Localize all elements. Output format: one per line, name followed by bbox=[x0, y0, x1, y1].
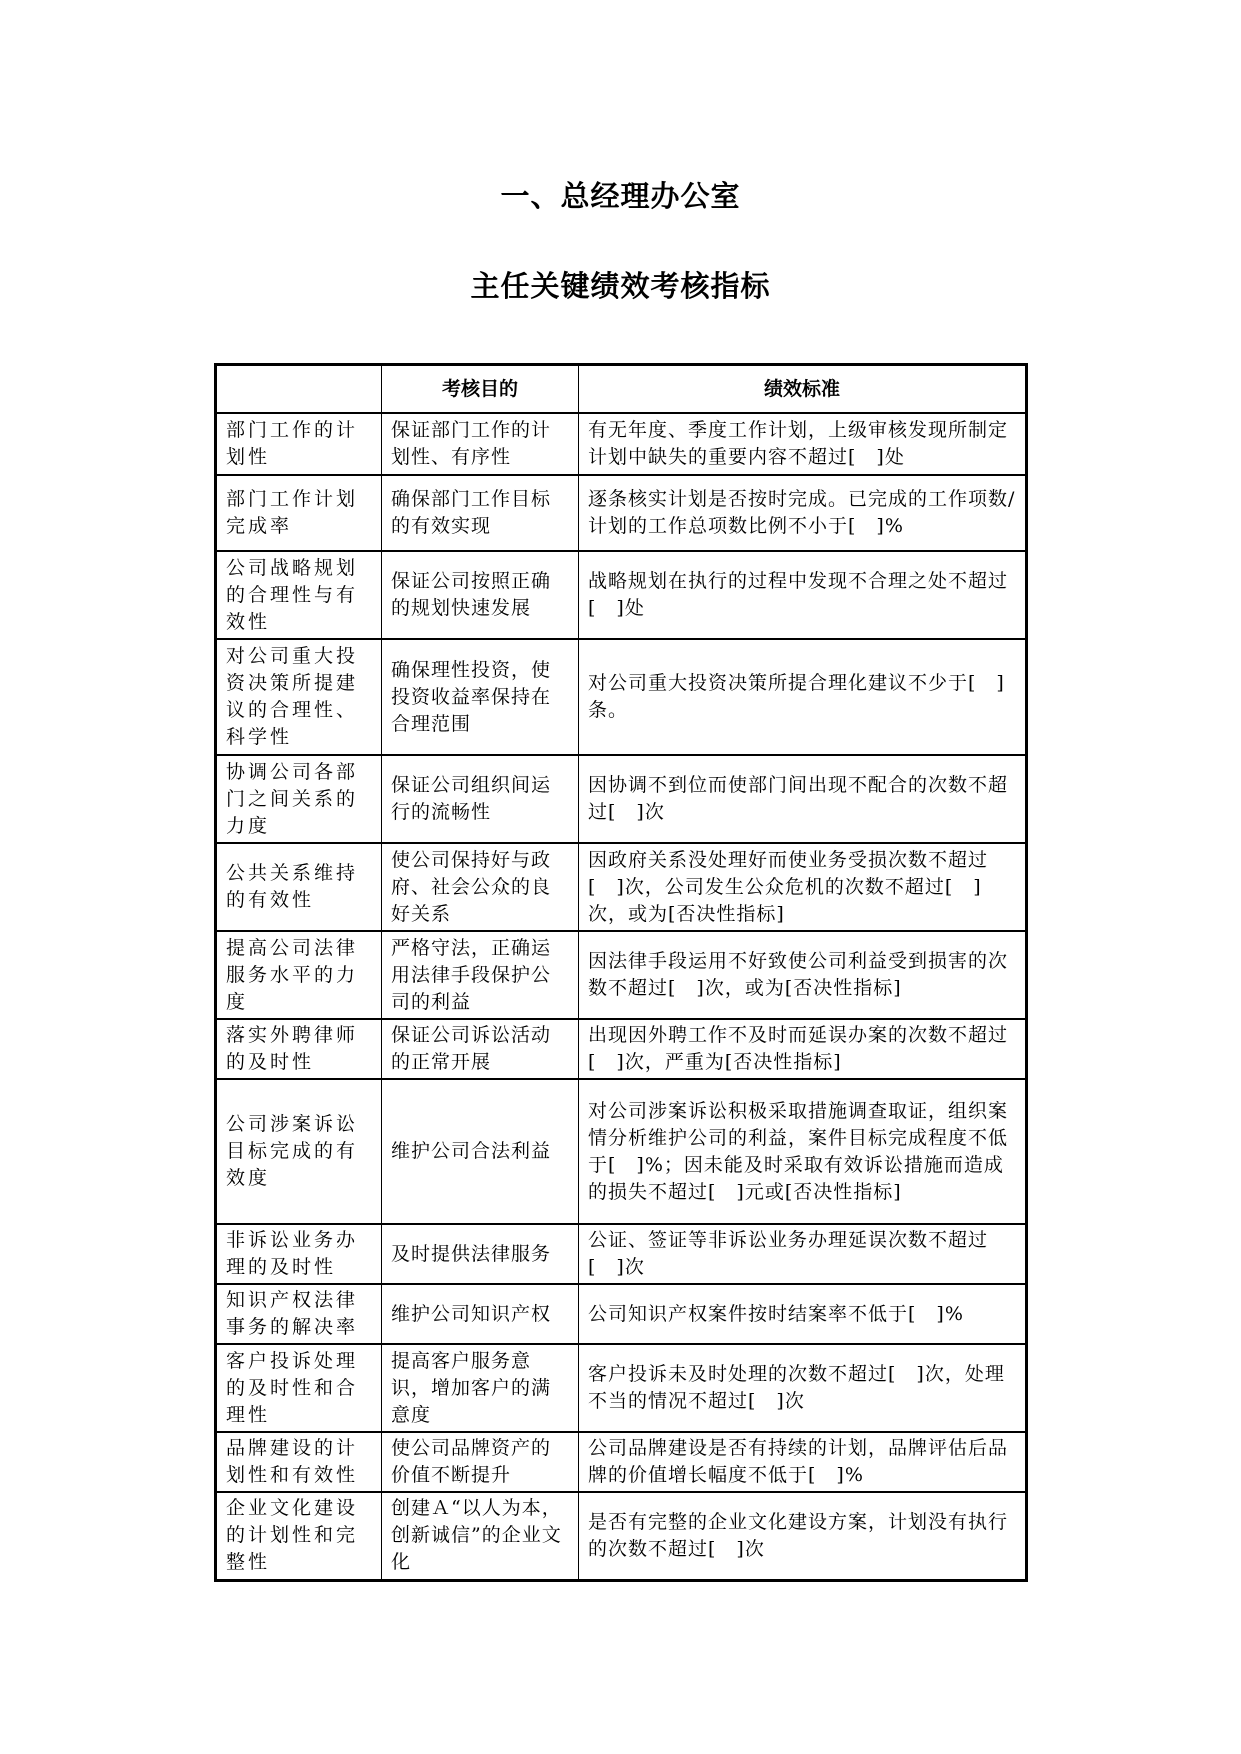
kpi-purpose: 使公司保持好与政府、社会公众的良好关系 bbox=[382, 843, 579, 931]
kpi-standard: 公司知识产权案件按时结案率不低于[ ]% bbox=[579, 1284, 1027, 1344]
kpi-purpose: 保证公司组织间运行的流畅性 bbox=[382, 755, 579, 843]
table-row bbox=[216, 1019, 1027, 1079]
kpi-purpose: 保证公司诉讼活动的正常开展 bbox=[382, 1019, 579, 1079]
kpi-standard: 公证、签证等非诉讼业务办理延误次数不超过[ ]次 bbox=[579, 1224, 1027, 1284]
table-row bbox=[216, 1079, 1027, 1224]
kpi-item: 部门工作计划完成率 bbox=[216, 475, 382, 551]
kpi-standard: 因法律手段运用不好致使公司利益受到损害的次数不超过[ ]次，或为[否决性指标] bbox=[579, 931, 1027, 1019]
kpi-purpose: 及时提供法律服务 bbox=[382, 1224, 579, 1284]
kpi-item: 品牌建设的计划性和有效性 bbox=[216, 1432, 382, 1492]
kpi-standard: 因政府关系没处理好而使业务受损次数不超过[ ]次，公司发生公众危机的次数不超过[ ]次，或为[否决性指标] bbox=[579, 843, 1027, 931]
kpi-purpose: 保证部门工作的计划性、有序性 bbox=[382, 413, 579, 475]
kpi-purpose: 保证公司按照正确的规划快速发展 bbox=[382, 551, 579, 639]
kpi-standard: 出现因外聘工作不及时而延误办案的次数不超过[ ]次，严重为[否决性指标] bbox=[579, 1019, 1027, 1079]
kpi-item: 落实外聘律师的及时性 bbox=[216, 1019, 382, 1079]
kpi-item: 企业文化建设的计划性和完整性 bbox=[216, 1492, 382, 1580]
kpi-standard: 对公司重大投资决策所提合理化建议不少于[ ]条。 bbox=[579, 639, 1027, 755]
kpi-standard: 客户投诉未及时处理的次数不超过[ ]次，处理不当的情况不超过[ ]次 bbox=[579, 1344, 1027, 1432]
kpi-item: 知识产权法律事务的解决率 bbox=[216, 1284, 382, 1344]
kpi-item: 对公司重大投资决策所提建议的合理性、科学性 bbox=[216, 639, 382, 755]
kpi-standard: 战略规划在执行的过程中发现不合理之处不超过[ ]处 bbox=[579, 551, 1027, 639]
table-row bbox=[216, 1344, 1027, 1432]
kpi-item: 提高公司法律服务水平的力度 bbox=[216, 931, 382, 1019]
column-header-purpose: 考核目的 bbox=[382, 365, 579, 414]
kpi-item: 非诉讼业务办理的及时性 bbox=[216, 1224, 382, 1284]
table-header-row bbox=[216, 365, 1027, 414]
kpi-item: 公司涉案诉讼目标完成的有效度 bbox=[216, 1079, 382, 1224]
kpi-purpose: 创建Ａ“以人为本，创新诚信”的企业文化 bbox=[382, 1492, 579, 1580]
column-header-item bbox=[216, 365, 382, 414]
kpi-purpose: 确保部门工作目标的有效实现 bbox=[382, 475, 579, 551]
kpi-purpose: 严格守法，正确运用法律手段保护公司的利益 bbox=[382, 931, 579, 1019]
kpi-item: 公共关系维持的有效性 bbox=[216, 843, 382, 931]
page-title: 一、总经理办公室 bbox=[500, 179, 741, 213]
table-row bbox=[216, 1492, 1027, 1580]
table-row bbox=[216, 1224, 1027, 1284]
table-row bbox=[216, 843, 1027, 931]
kpi-standard: 公司品牌建设是否有持续的计划，品牌评估后品牌的价值增长幅度不低于[ ]% bbox=[579, 1432, 1027, 1492]
kpi-item: 公司战略规划的合理性与有效性 bbox=[216, 551, 382, 639]
kpi-purpose: 维护公司知识产权 bbox=[382, 1284, 579, 1344]
kpi-purpose: 使公司品牌资产的价值不断提升 bbox=[382, 1432, 579, 1492]
table-row bbox=[216, 755, 1027, 843]
kpi-standard: 有无年度、季度工作计划，上级审核发现所制定计划中缺失的重要内容不超过[ ]处 bbox=[579, 413, 1027, 475]
kpi-table bbox=[214, 363, 1028, 1582]
table-row bbox=[216, 475, 1027, 551]
table-row bbox=[216, 413, 1027, 475]
kpi-purpose: 确保理性投资，使投资收益率保持在合理范围 bbox=[382, 639, 579, 755]
kpi-purpose: 维护公司合法利益 bbox=[382, 1079, 579, 1224]
table-row bbox=[216, 1284, 1027, 1344]
page-subtitle: 主任关键绩效考核指标 bbox=[470, 269, 771, 303]
kpi-item: 部门工作的计划性 bbox=[216, 413, 382, 475]
kpi-item: 客户投诉处理的及时性和合理性 bbox=[216, 1344, 382, 1432]
kpi-standard: 是否有完整的企业文化建设方案，计划没有执行的次数不超过[ ]次 bbox=[579, 1492, 1027, 1580]
table-row bbox=[216, 1432, 1027, 1492]
table-row bbox=[216, 639, 1027, 755]
kpi-standard: 逐条核实计划是否按时完成。已完成的工作项数/计划的工作总项数比例不小于[ ]% bbox=[579, 475, 1027, 551]
table-row bbox=[216, 931, 1027, 1019]
column-header-standard: 绩效标准 bbox=[579, 365, 1027, 414]
table-row bbox=[216, 551, 1027, 639]
kpi-item: 协调公司各部门之间关系的力度 bbox=[216, 755, 382, 843]
kpi-standard: 对公司涉案诉讼积极采取措施调查取证，组织案情分析维护公司的利益，案件目标完成程度不低于[ ]%；因未能及时采取有效诉讼措施而造成的损失不超过[ ]元或[否决性指标] bbox=[579, 1079, 1027, 1224]
kpi-purpose: 提高客户服务意识，增加客户的满意度 bbox=[382, 1344, 579, 1432]
kpi-standard: 因协调不到位而使部门间出现不配合的次数不超过[ ]次 bbox=[579, 755, 1027, 843]
